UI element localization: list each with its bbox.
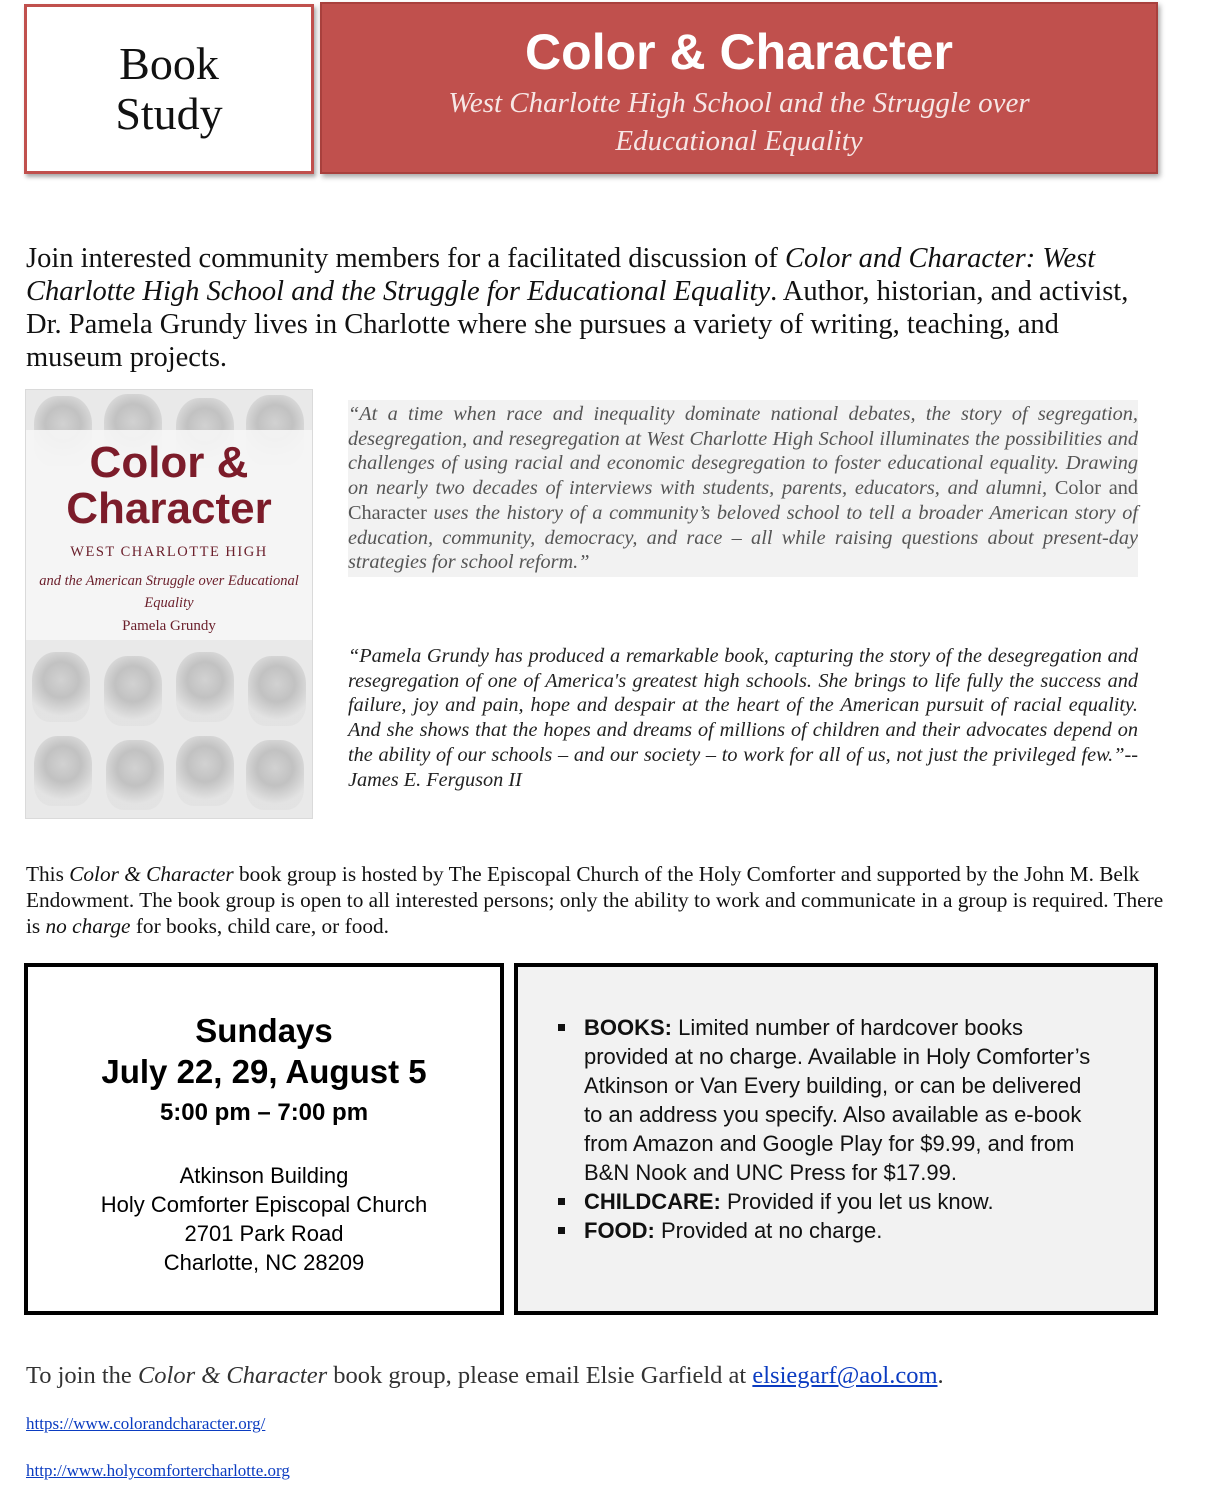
info-box [514, 963, 1158, 1315]
quote1-book-title: Color and Character [348, 477, 1138, 524]
address-church: Holy Comforter Episcopal Church [100, 1192, 428, 1217]
books-label: BOOKS: [584, 1015, 672, 1040]
intro-paragraph [26, 242, 1156, 374]
join-book-title: Color & Character [137, 1362, 328, 1389]
join-paragraph [26, 1360, 1176, 1392]
cover-title [26, 440, 312, 532]
cover-subtitle: WEST CHARLOTTE HIGH [70, 544, 268, 560]
hosted-emphasis: no charge [45, 914, 131, 938]
cover-title-line-2: Character [66, 484, 272, 533]
schedule-dates: July 22, 29, August 5 [101, 1053, 427, 1090]
info-item-childcare [558, 1187, 1098, 1216]
cover-author: Pamela Grundy [122, 618, 216, 634]
schedule-time: 5:00 pm – 7:00 pm [159, 1099, 369, 1126]
subtitle-line-2: Educational Equality [615, 125, 863, 157]
intro-text-2: . Author, historian, and activist, Dr. Pamela Grundy lives in Charlotte where she pursues a variety of writing, teaching, and museum projects. [26, 276, 1129, 373]
quote1-text-2: uses the history of a community’s beloved school to tell a broader American story of education, community, democracy, and race – all while raising questions about present-day strategies for school reform.” [348, 501, 1138, 574]
book-study-badge [24, 4, 314, 174]
hosted-paragraph [26, 861, 1166, 939]
colorandcharacter-link[interactable]: https://www.colorandcharacter.org/ [26, 1414, 266, 1433]
hosted-book-title: Color & Character [69, 862, 234, 886]
review-quote-2: “Pamela Grundy has produced a remarkable book, capturing the story of the desegregation and resegregation of one of America's greatest high schools. She brings to life fully the success and failure, joy and pain, hope and despair at the heart of the American pursuit of racial equality. And she shows that the hopes and dreams of millions of children and their advocates depend on the ability of our schools – and our society – to work for all of us, not just the privileged few.”--James E. Ferguson II [348, 645, 1138, 791]
join-text-2: book group, please email Elsie Garfield at [327, 1362, 753, 1389]
food-text: Provided at no charge. [654, 1218, 883, 1243]
intro-text-1: Join interested community members for a facilitated discussion of [26, 243, 786, 274]
address-street: 2701 Park Road [184, 1221, 344, 1246]
info-item-food [558, 1216, 1098, 1245]
badge-line-1: Book [119, 38, 219, 89]
cover-title-line-1: Color & [89, 438, 249, 487]
subtitle-line-1: West Charlotte High School and the Struggle over [448, 87, 1030, 119]
cover-subtitle-2: and the American Struggle over Educational Equality [39, 573, 299, 611]
hosted-text-3: for books, child care, or food. [130, 914, 389, 938]
holycomforter-link[interactable]: http://www.holycomfortercharlotte.org [26, 1461, 290, 1480]
info-item-books [558, 1013, 1098, 1187]
address-building: Atkinson Building [179, 1163, 349, 1188]
schedule-address [28, 1161, 500, 1277]
badge-line-2: Study [115, 88, 223, 139]
review-quote-1 [348, 400, 1138, 577]
childcare-text: Provided if you let us know. [720, 1189, 994, 1214]
hosted-text-1: This [26, 862, 70, 886]
quote1-text-1: “At a time when race and inequality dominate national debates, the story of segregation, desegregation, and resegregation at West Charlotte High School illuminates the possibilities and challenges of using racial and economic desegregation to foster educational equality. Drawing on nearly two decades of interviews with students, parents, educators, and alumni, [348, 403, 1138, 500]
email-link[interactable]: elsiegarf@aol.com [752, 1362, 938, 1389]
food-label: FOOD: [584, 1218, 655, 1243]
hosted-text-2: book group is hosted by The Episcopal Church of the Holy Comforter and supported by the John M. Belk Endowment. The book group is open to all interested persons; only the ability to work and communicate in a group is required. There is [26, 862, 1164, 938]
childcare-label: CHILDCARE: [584, 1189, 721, 1214]
intro-book-title: Color and Character: West Charlotte High School and the Struggle for Educational Equality [26, 243, 1096, 307]
page-title: Color & Character [525, 24, 953, 80]
schedule-box [24, 963, 504, 1315]
address-city: Charlotte, NC 28209 [163, 1250, 365, 1275]
page-subtitle [322, 84, 1156, 160]
info-list [558, 1013, 1098, 1245]
join-period: . [937, 1362, 944, 1389]
join-text-1: To join the [26, 1362, 138, 1389]
schedule-day: Sundays [195, 1012, 333, 1049]
title-banner [320, 2, 1158, 174]
books-text: Limited number of hardcover books provided at no charge. Available in Holy Comforter’s Atkinson or Van Every building, or can be delivered to an address you specify. Also available as e-book from Amazon and Google Play for $9.99, and from B&N Nook and UNC Press for $17.99. [584, 1015, 1091, 1185]
book-cover-image [25, 389, 313, 819]
book-study-label [69, 39, 269, 139]
